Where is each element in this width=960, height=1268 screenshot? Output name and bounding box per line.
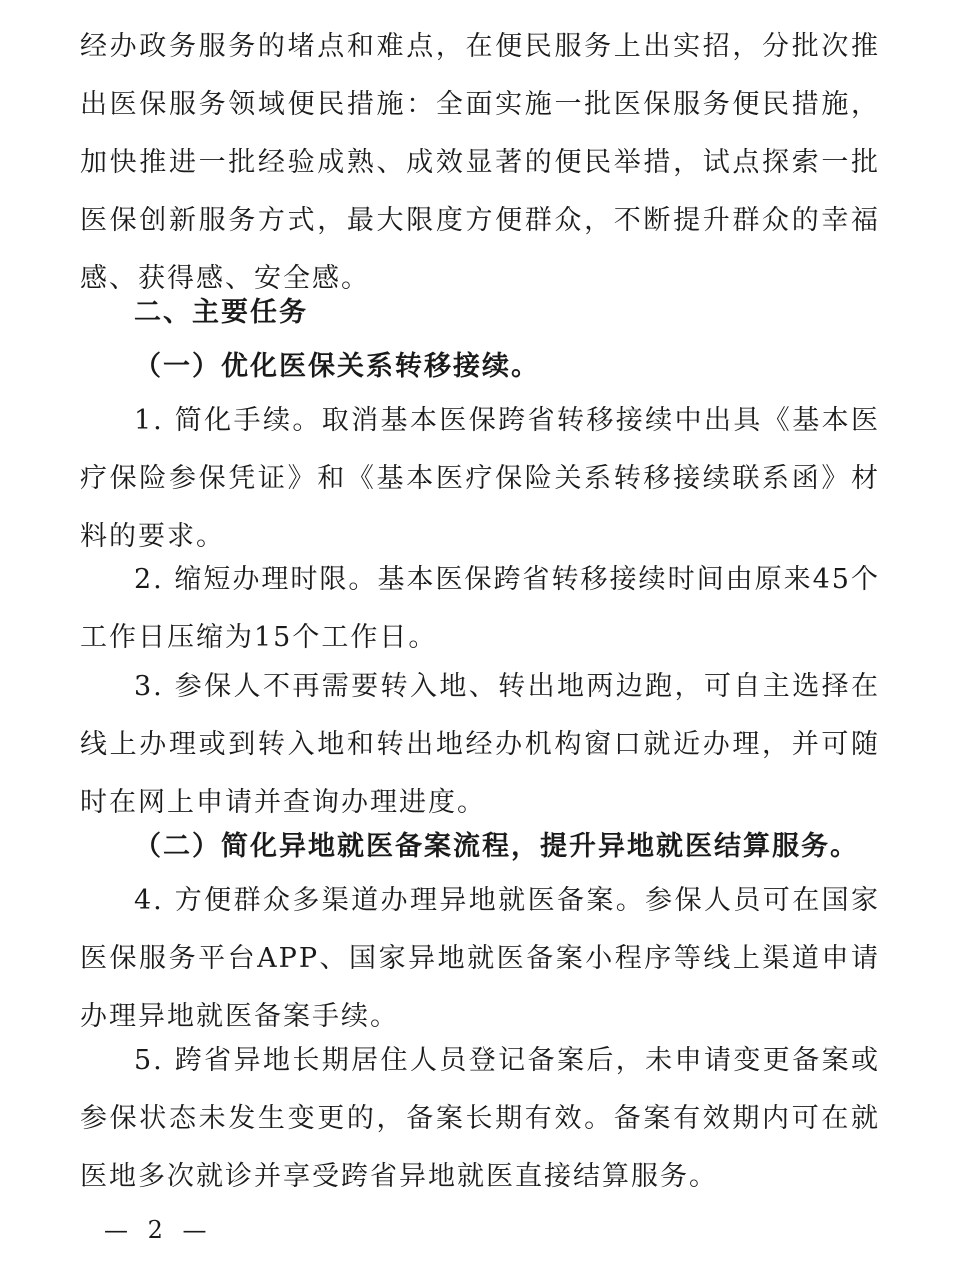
section-two-heading: 二、主要任务 [134,297,308,328]
page-number: — 2 — [104,1216,213,1244]
intro-continuation-paragraph: 经办政务服务的堵点和难点，在便民服务上出实招，分批次推出医保服务领域便民措施：全面实施一批医保服务便民措施，加快推进一批经验成熟、成效显著的便民举措，试点探索一批医保创新服务方式，最大限度方便群众，不断提升群众的幸福感、获得感、安全感。 [80,31,880,294]
subsection-one-heading: （一）优化医保关系转移接续。 [134,351,540,382]
item-4-paragraph: 4. 方便群众多渠道办理异地就医备案。参保人员可在国家医保服务平台APP、国家异地就医备案小程序等线上渠道申请办理异地就医备案手续。 [80,885,880,1032]
item-5-paragraph: 5. 跨省异地长期居住人员登记备案后，未申请变更备案或参保状态未发生变更的，备案长期有效。备案有效期内可在就医地多次就诊并享受跨省异地就医直接结算服务。 [80,1045,880,1192]
subsection-two-heading: （二）简化异地就医备案流程，提升异地就医结算服务。 [134,831,859,862]
item-1-paragraph: 1. 简化手续。取消基本医保跨省转移接续中出具《基本医疗保险参保凭证》和《基本医疗保险关系转移接续联系函》材料的要求。 [80,405,880,552]
item-3-paragraph: 3. 参保人不再需要转入地、转出地两边跑，可自主选择在线上办理或到转入地和转出地经办机构窗口就近办理，并可随时在网上申请并查询办理进度。 [80,671,880,818]
item-2-paragraph: 2. 缩短办理时限。基本医保跨省转移接续时间由原来45个工作日压缩为15个工作日。 [80,564,880,653]
